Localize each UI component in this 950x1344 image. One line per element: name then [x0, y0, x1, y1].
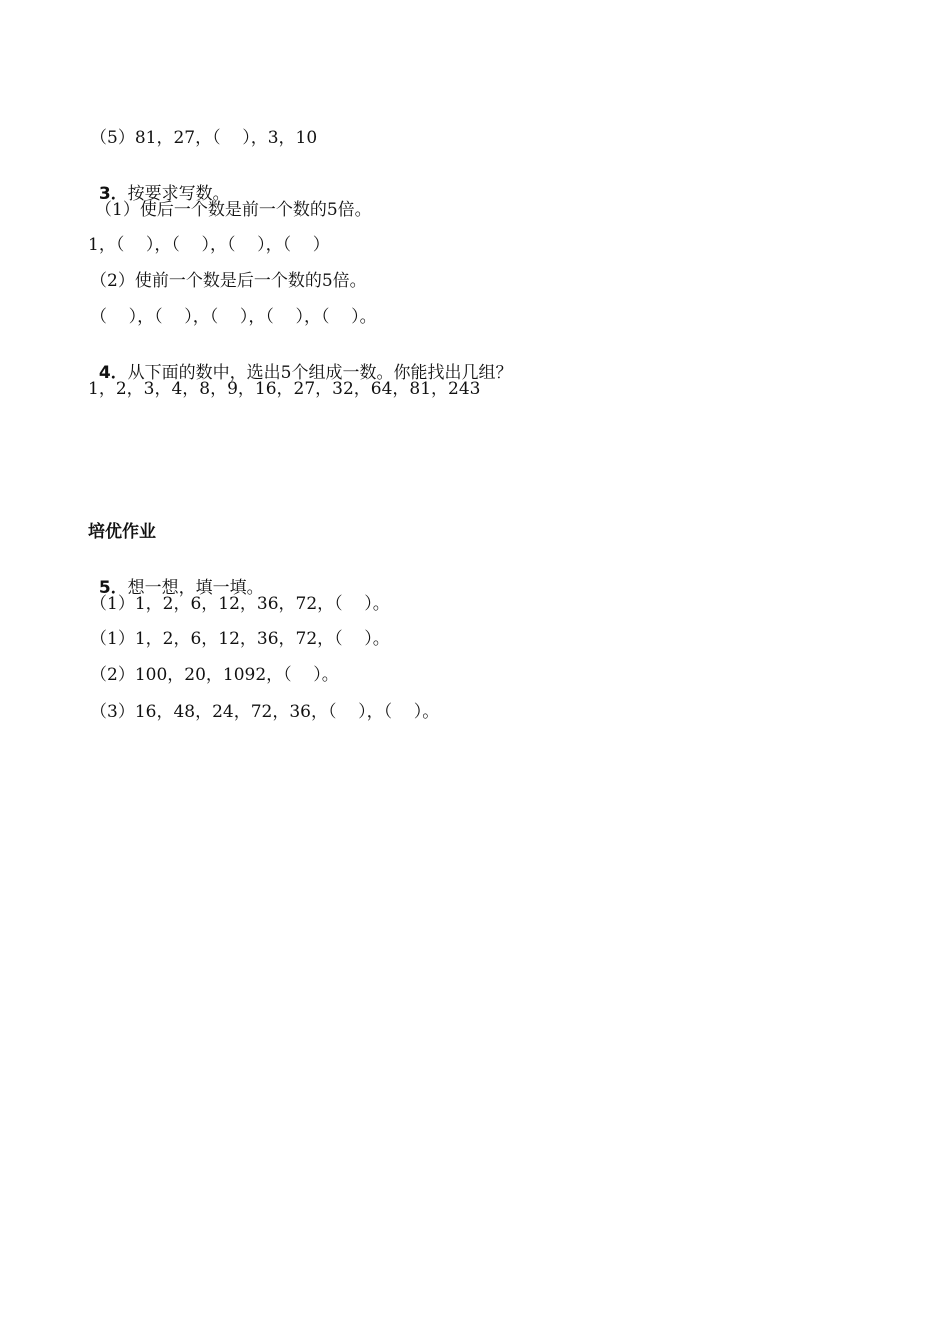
question-5-heading	[88, 558, 264, 598]
question-3-sub1: （1）使后一个数是前一个数的5倍。	[95, 200, 372, 220]
question-4-heading	[88, 343, 512, 383]
question-5-sub3: （3）16，48，24，72，36，（ ），（ ）。	[90, 702, 440, 722]
question-text: 从下面的数中，选出5个组成一数。你能找出几组？	[127, 363, 513, 383]
question-number: 5．	[98, 578, 128, 598]
sequence-5-line: （5）81，27，（ ），3，10	[90, 128, 318, 148]
question-number: 3．	[98, 184, 128, 204]
question-4-numbers: 1，2，3，4，8，9，16，27，32，64，81，243	[88, 379, 481, 399]
question-number: 4．	[98, 363, 128, 383]
question-3-sub1-answer: 1，（ ），（ ），（ ），（ ）	[88, 235, 330, 255]
question-3-sub2-answer: （ ），（ ），（ ），（ ），（ ）。	[90, 307, 377, 327]
question-3-heading	[88, 164, 230, 204]
question-5-sub1a: （1）1，2，6，12，36，72，（ ）。	[90, 594, 390, 614]
question-3-sub2: （2）使前一个数是后一个数的5倍。	[90, 271, 367, 291]
section-title: 培优作业	[88, 522, 156, 542]
question-5-sub2: （2）100，20，1092，（ ）。	[90, 665, 339, 685]
question-text: 按要求写数。	[127, 184, 230, 204]
question-5-sub1b: （1）1，2，6，12，36，72，（ ）。	[90, 629, 390, 649]
question-text: 想一想，填一填。	[127, 578, 264, 598]
